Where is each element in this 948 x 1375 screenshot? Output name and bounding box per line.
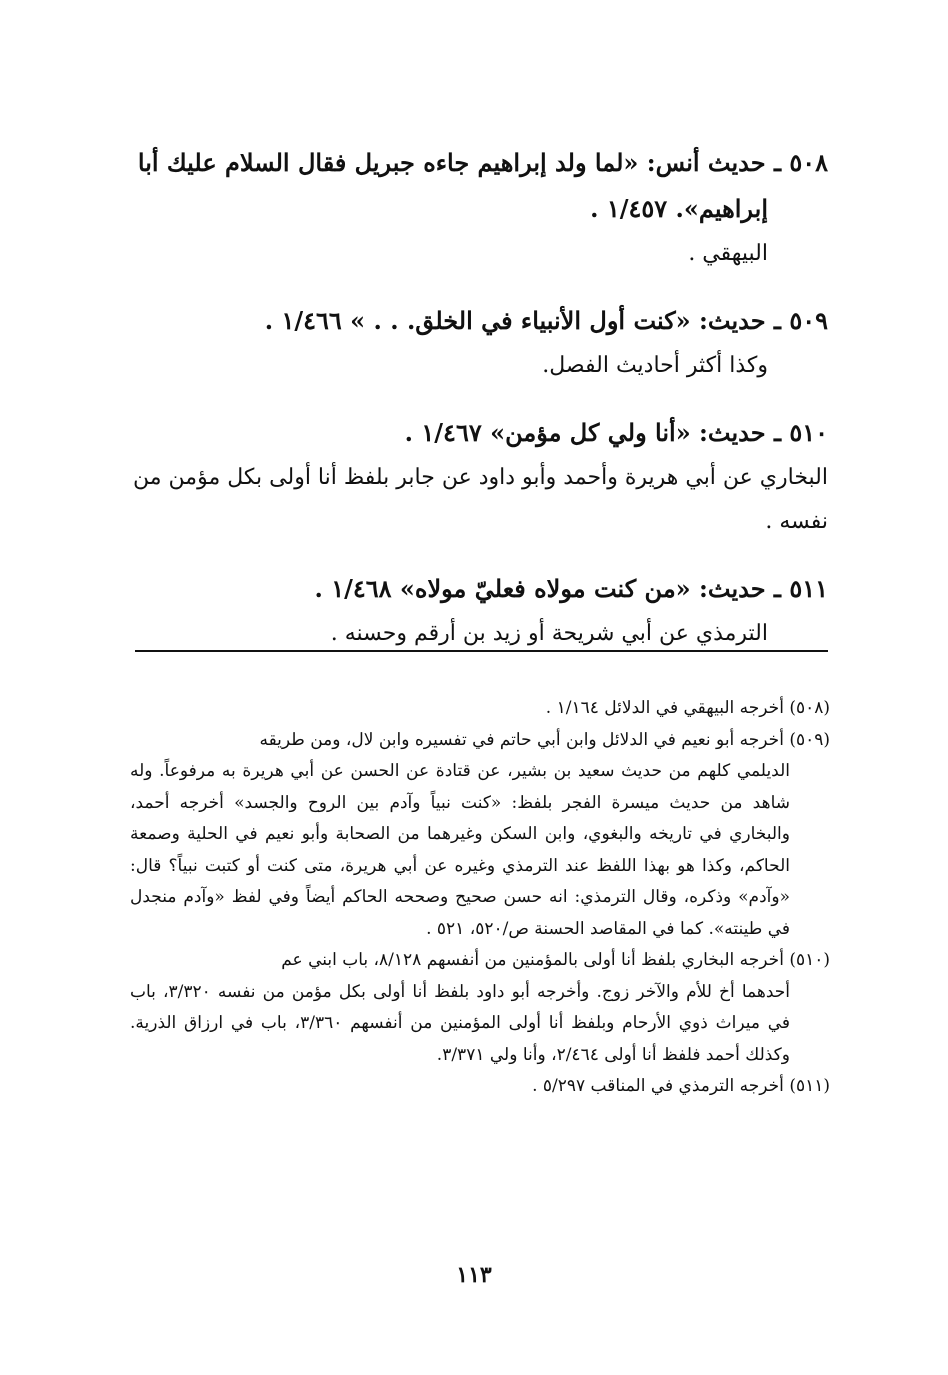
footnote-continuation: الديلمي كلهم من حديث سعيد بن بشير، عن قتادة عن الحسن عن أبي هريرة به مرفوعاً. وله شاهد من حديث ميسرة الفجر بلفظ: «كنت نبياً وآدم بين الروح والجسد» أخرجه أحمد، والبخاري في تاريخه والبغوي، وابن السكن وغيرهما من الصحابة وأبو نعيم في الحلية وصمعة الحاكم، وكذا هو بهذا اللفظ عند الترمذي وغيره عن أبي هريرة، متى كنت أو كتبت نبياً؟ قال: «وآدم» وذكره، وقال الترمذي: انه حسن صحيح وصححه الحاكم أيضاً وفي لفظ «وآدم منجدل في طينته». كما في المقاصد الحسنة ص/٥٢٠، ٥٢١ . — [130, 761, 790, 939]
entry-source: البيهقي . — [688, 241, 768, 266]
hadith-entry-510 — [128, 410, 828, 544]
entry-heading: ٥٠٩ ـ حديث: «كنت أول الأنبياء في الخلق. . . » ١/٤٦٦ . — [264, 306, 828, 335]
footnote-510 — [130, 945, 830, 1071]
footnote-divider — [135, 650, 828, 652]
footnote-text: (٥١٠) أخرجه البخاري بلفظ أنا أولى بالمؤمنين من أنفسهم ٨/١٢٨، باب ابني عم — [281, 950, 830, 970]
footnote-text: (٥١١) أخرجه الترمذي في المناقب ٥/٢٩٧ . — [532, 1076, 830, 1096]
hadith-entry-511 — [128, 566, 828, 656]
entry-heading-text: ٥٠٨ ـ حديث أنس: «لما ولد إبراهيم جاءه جبريل فقال السلام عليك أبا — [137, 148, 828, 177]
footnotes — [130, 693, 830, 1103]
entry-source: وكذا أكثر أحاديث الفصل. — [542, 353, 768, 378]
entry-heading: ٥١١ ـ حديث: «من كنت مولاه فعليّ مولاه» ١/٤٦٨ . — [314, 574, 828, 603]
entry-heading — [128, 140, 828, 232]
hadith-entry-508 — [128, 140, 828, 276]
entry-heading: ٥١٠ ـ حديث: «أنا ولي كل مؤمن» ١/٤٦٧ . — [404, 418, 828, 447]
page-number: ١١٣ — [456, 1262, 492, 1288]
entry-source: الترمذي عن أبي شريحة أو زيد بن أرقم وحسنه . — [330, 621, 768, 646]
hadith-entry-509 — [128, 298, 828, 388]
footnote-509 — [130, 725, 830, 946]
footnote-511 — [130, 1071, 830, 1103]
footnote-508 — [130, 693, 830, 725]
main-text — [128, 140, 828, 678]
footnote-text: (٥٠٨) أخرجه البيهقي في الدلائل ١/١٦٤ . — [545, 698, 830, 718]
entry-source: البخاري عن أبي هريرة وأحمد وأبو داود عن جابر بلفظ أنا أولى بكل مؤمن من نفسه . — [133, 465, 828, 534]
footnote-text: (٥٠٩) أخرجه أبو نعيم في الدلائل وابن أبي حاتم في تفسيره وابن لال، ومن طريقه — [259, 729, 830, 750]
entry-heading-continuation: إبراهيم». ١/٤٥٧ . — [590, 194, 768, 223]
footnote-continuation: أحدهما أخ للأم والآخر زوج. وأخرجه أبو داود بلفظ أنا أولى بكل مؤمن من نفسه ٣/٣٢٠، باب في ميراث ذوي الأرحام وبلفظ أنا أولى المؤمنين من أنفسهم ٣/٣٦٠، باب في ارزاق الذرية. وكذلك أحمد فلفظ أنا أولى ٢/٤٦٤، وأنا ولي ٣/٣٧١. — [130, 981, 791, 1065]
